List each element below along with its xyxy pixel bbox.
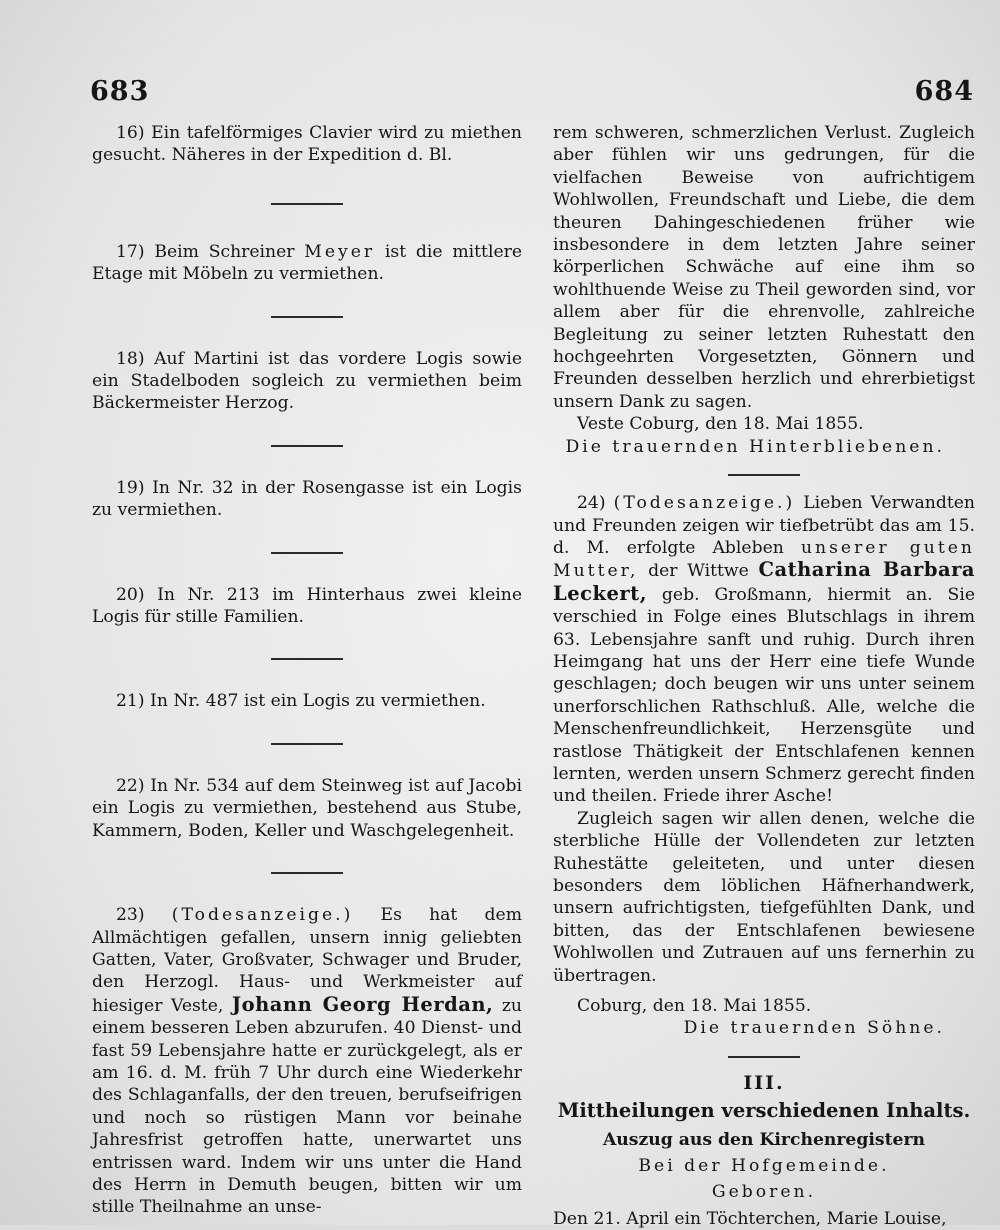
notice-24	[553, 492, 975, 808]
register-entry: Den 21. April ein Töchterchen, Marie Louise,	[553, 1208, 947, 1229]
notice-23-text-c: zu einem besseren Leben abzurufen. 40 Dienst- und fast 59 Lebensjahre hatte er zurückgelegt, als er am 16. d. M. früh 7 Uhr durch eine Wiederkehr des Schlaganfalls, der den treuen, berufseifrigen und noch so rüstigen Mann vor beinahe Jahresfrist getroffen hatte, unerwartet uns entrissen ward. Indem wir uns unter die Hand des Herrn in Demuth beugen, bitten wir um stille Theilnahme an unse-	[92, 995, 522, 1218]
notice-17-text-a: 17) Beim Schreiner	[116, 241, 305, 262]
section-number: III.	[743, 1071, 785, 1094]
notice-24-number: 24)	[577, 493, 614, 514]
notice-17	[92, 241, 522, 286]
notice-19: 19) In Nr. 32 in der Rosengasse ist ein Logis zu vermiethen.	[92, 477, 522, 521]
notice-23-place-date: Veste Coburg, den 18. Mai 1855.	[577, 414, 864, 435]
notice-23-kind: (Todesanzeige.)	[171, 905, 354, 926]
notice-23-name: Johann Georg Herdan,	[231, 992, 494, 1016]
section-subtitle: Auszug aus den Kirchenregistern	[602, 1129, 926, 1150]
born-heading: Geboren.	[711, 1182, 817, 1203]
notice-24-spaced: unserer guten Mutter,	[553, 537, 975, 582]
notice-18: 18) Auf Martini ist das vordere Logis sowie ein Stadelboden sogleich zu vermiethen beim Bäckermeister Herzog.	[92, 348, 522, 414]
parish-heading: Bei der Hofgemeinde.	[638, 1156, 890, 1177]
right-column	[553, 122, 975, 1230]
notice-20: 20) In Nr. 213 im Hinterhaus zwei kleine Logis für stille Familien.	[92, 584, 522, 628]
notice-23-continuation: rem schweren, schmerzlichen Verlust. Zugleich aber fühlen wir uns gedrungen, für die vielfachen Beweise von aufrichtigem Wohlwollen, Freundschaft und Liebe, die dem theuren Dahingeschiedenen früher wie insbesondere in dem letzten Jahre seiner körperlichen Schwäche auf eine ihm so wohlthuende Weise zu Theil geworden sind, vor allem aber für die ehrenvolle, zahlreiche Begleitung zu seiner letzten Ruhestatt den hochgeehrten Vorgesetzten, Gönnern und Freunden desselben herzlich und ehrerbietigst unsern Dank zu sagen.	[553, 123, 975, 412]
notice-24-place-date: Coburg, den 18. Mai 1855.	[577, 996, 812, 1017]
notice-23-signature: Die trauernden Hinterbliebenen.	[565, 436, 945, 457]
notice-24-paragraph-2: Zugleich sagen wir allen denen, welche die sterbliche Hülle der Vollendeten zur letzten Ruhestätte geleiteten, und unter diesen besonders dem löblichen Häfnerhandwerk, unsern aufrichtigsten, tiefgefühlten Dank, und bitten, das der Entschlafenen bewiesene Wohlwollen und Zutrauen auf uns fernerhin zu übertragen.	[553, 808, 975, 986]
notice-24-name: Catharina Barbara Leckert,	[553, 558, 975, 605]
notice-24-text-c: der Wittwe	[638, 561, 759, 582]
notice-22: 22) In Nr. 534 auf dem Steinweg ist auf Jacobi ein Logis zu vermiethen, bestehend aus Stube, Kammern, Boden, Keller und Waschgelegenheit.	[92, 775, 522, 841]
notice-24-text-b: Lieben Verwandten und Freunden zeigen wir tiefbetrübt das am 15. d. M. erfolgte Ableben	[553, 493, 975, 558]
page-number-right: 684	[914, 76, 974, 107]
notice-23	[92, 904, 522, 1219]
notice-24-signature: Die trauernden Söhne.	[683, 1018, 945, 1039]
notice-17-name: Meyer	[304, 241, 376, 262]
section-title: Mittheilungen verschiedenen Inhalts.	[557, 1099, 971, 1123]
left-column	[92, 122, 522, 1219]
notice-24-text-d: geb. Großmann, hiermit an. Sie verschied in Folge eines Blutschlags in ihrem 63. Lebensjahre sanft und ruhig. Durch ihren Heimgang hat uns der Herr eine tiefe Wunde geschlagen; doch beugen wir uns unter seinem unerforschlichen Rathschluß. Alle, welche die Menschenfreundlichkeit, Herzensgüte und rastlose Thätigkeit der Entschlafenen kennen lernten, werden unsern Schmerz gerecht finden und theilen. Friede ihrer Asche!	[553, 584, 975, 807]
notice-23-text-b: Es hat dem Allmächtigen gefallen, unsern innig geliebten Gatten, Vater, Großvater, Schwager und Bruder, den Herzogl. Haus- und Werkmeister auf hiesiger Veste,	[92, 905, 522, 1016]
notice-17-text-b: ist die mittlere Etage mit Möbeln zu vermiethen.	[92, 241, 523, 285]
notice-23-number: 23)	[116, 905, 172, 926]
notice-21: 21) In Nr. 487 ist ein Logis zu vermiethen.	[116, 691, 486, 712]
notice-24-kind: (Todesanzeige.)	[613, 493, 796, 514]
page-number-left: 683	[90, 76, 150, 107]
notice-16: 16) Ein tafelförmiges Clavier wird zu miethen gesucht. Näheres in der Expedition d. Bl.	[92, 123, 522, 166]
